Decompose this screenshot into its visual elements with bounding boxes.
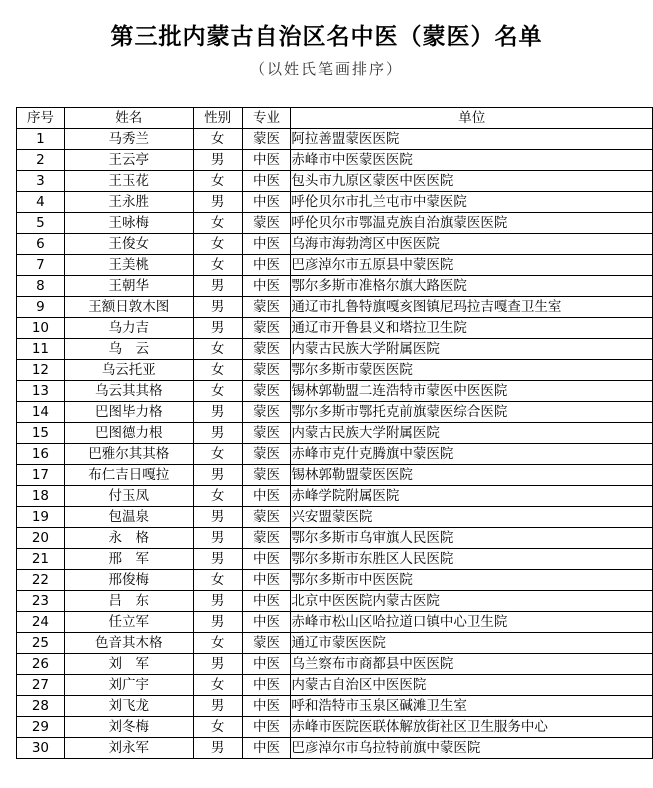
cell-name: 王永胜 — [64, 192, 193, 213]
cell-specialty: 蒙医 — [242, 444, 291, 465]
table-row — [17, 696, 653, 717]
table-row — [17, 192, 653, 213]
cell-unit: 阿拉善盟蒙医医院 — [291, 129, 653, 150]
cell-num: 11 — [17, 339, 65, 360]
cell-specialty: 中医 — [242, 276, 291, 297]
cell-unit: 锡林郭勒盟蒙医医院 — [291, 465, 653, 486]
cell-gender: 女 — [193, 381, 242, 402]
cell-num: 5 — [17, 213, 65, 234]
cell-unit: 呼和浩特市玉泉区碱滩卫生室 — [291, 696, 653, 717]
table-row — [17, 591, 653, 612]
header-unit: 单位 — [291, 108, 653, 129]
table-row — [17, 528, 653, 549]
table-row — [17, 129, 653, 150]
cell-num: 7 — [17, 255, 65, 276]
table-row — [17, 444, 653, 465]
cell-unit: 赤峰市克什克腾旗中蒙医院 — [291, 444, 653, 465]
cell-unit: 锡林郭勒盟二连浩特市蒙医中医医院 — [291, 381, 653, 402]
cell-num: 1 — [17, 129, 65, 150]
table-row — [17, 150, 653, 171]
cell-name: 巴雅尔其其格 — [64, 444, 193, 465]
cell-specialty: 蒙医 — [242, 318, 291, 339]
table-row — [17, 171, 653, 192]
cell-unit: 鄂尔多斯市蒙医医院 — [291, 360, 653, 381]
cell-name: 刘永军 — [64, 738, 193, 759]
cell-specialty: 中医 — [242, 171, 291, 192]
cell-specialty: 蒙医 — [242, 507, 291, 528]
cell-specialty: 中医 — [242, 150, 291, 171]
cell-specialty: 蒙医 — [242, 528, 291, 549]
cell-specialty: 蒙医 — [242, 297, 291, 318]
cell-unit: 赤峰学院附属医院 — [291, 486, 653, 507]
cell-unit: 通辽市扎鲁特旗嘎亥图镇尼玛拉吉嘎查卫生室 — [291, 297, 653, 318]
cell-unit: 赤峰市医院医联体解放街社区卫生服务中心 — [291, 717, 653, 738]
cell-name: 刘冬梅 — [64, 717, 193, 738]
cell-unit: 通辽市蒙医医院 — [291, 633, 653, 654]
cell-specialty: 中医 — [242, 570, 291, 591]
cell-specialty: 蒙医 — [242, 402, 291, 423]
cell-unit: 包头市九原区蒙医中医医院 — [291, 171, 653, 192]
cell-name: 布仁吉日嘎拉 — [64, 465, 193, 486]
cell-name: 付玉凤 — [64, 486, 193, 507]
cell-num: 17 — [17, 465, 65, 486]
cell-name: 乌 云 — [64, 339, 193, 360]
cell-name: 王朝华 — [64, 276, 193, 297]
cell-gender: 女 — [193, 255, 242, 276]
cell-num: 22 — [17, 570, 65, 591]
cell-unit: 内蒙古自治区中医医院 — [291, 675, 653, 696]
cell-gender: 女 — [193, 360, 242, 381]
cell-unit: 鄂尔多斯市鄂托克前旗蒙医综合医院 — [291, 402, 653, 423]
cell-num: 24 — [17, 612, 65, 633]
cell-name: 王美桃 — [64, 255, 193, 276]
cell-num: 19 — [17, 507, 65, 528]
cell-name: 永 格 — [64, 528, 193, 549]
cell-specialty: 蒙医 — [242, 423, 291, 444]
header-name: 姓名 — [64, 108, 193, 129]
cell-name: 色音其木格 — [64, 633, 193, 654]
cell-unit: 巴彦淖尔市乌拉特前旗中蒙医院 — [291, 738, 653, 759]
cell-gender: 男 — [193, 423, 242, 444]
cell-unit: 内蒙古民族大学附属医院 — [291, 423, 653, 444]
cell-num: 16 — [17, 444, 65, 465]
cell-num: 3 — [17, 171, 65, 192]
cell-name: 乌云托亚 — [64, 360, 193, 381]
table-row — [17, 654, 653, 675]
table-row — [17, 717, 653, 738]
cell-name: 王玉花 — [64, 171, 193, 192]
cell-name: 马秀兰 — [64, 129, 193, 150]
cell-num: 20 — [17, 528, 65, 549]
cell-name: 王额日敦木图 — [64, 297, 193, 318]
table-row — [17, 360, 653, 381]
cell-num: 12 — [17, 360, 65, 381]
cell-num: 21 — [17, 549, 65, 570]
cell-gender: 男 — [193, 465, 242, 486]
cell-gender: 男 — [193, 696, 242, 717]
cell-name: 王俊女 — [64, 234, 193, 255]
cell-specialty: 中医 — [242, 255, 291, 276]
cell-name: 刘飞龙 — [64, 696, 193, 717]
cell-specialty: 中医 — [242, 591, 291, 612]
cell-unit: 呼伦贝尔市扎兰屯市中蒙医院 — [291, 192, 653, 213]
cell-num: 28 — [17, 696, 65, 717]
cell-gender: 女 — [193, 339, 242, 360]
cell-name: 巴图德力根 — [64, 423, 193, 444]
cell-num: 9 — [17, 297, 65, 318]
table-row — [17, 297, 653, 318]
cell-gender: 女 — [193, 171, 242, 192]
cell-gender: 男 — [193, 297, 242, 318]
cell-gender: 男 — [193, 612, 242, 633]
cell-name: 邢俊梅 — [64, 570, 193, 591]
table-row — [17, 234, 653, 255]
cell-gender: 男 — [193, 507, 242, 528]
cell-gender: 男 — [193, 402, 242, 423]
cell-specialty: 蒙医 — [242, 213, 291, 234]
cell-specialty: 中医 — [242, 717, 291, 738]
header-gender: 性别 — [193, 108, 242, 129]
table-row — [17, 465, 653, 486]
cell-num: 8 — [17, 276, 65, 297]
document-subtitle: （以姓氏笔画排序） — [249, 60, 403, 78]
cell-unit: 鄂尔多斯市中医医院 — [291, 570, 653, 591]
cell-name: 任立军 — [64, 612, 193, 633]
cell-gender: 女 — [193, 486, 242, 507]
cell-unit: 鄂尔多斯市东胜区人民医院 — [291, 549, 653, 570]
cell-specialty: 蒙医 — [242, 633, 291, 654]
table-row — [17, 549, 653, 570]
cell-num: 26 — [17, 654, 65, 675]
table-body — [17, 129, 653, 759]
roster-table — [16, 107, 653, 759]
cell-name: 包温泉 — [64, 507, 193, 528]
table-row — [17, 612, 653, 633]
cell-unit: 北京中医医院内蒙古医院 — [291, 591, 653, 612]
cell-num: 13 — [17, 381, 65, 402]
cell-gender: 男 — [193, 192, 242, 213]
cell-num: 10 — [17, 318, 65, 339]
cell-specialty: 蒙医 — [242, 129, 291, 150]
cell-name: 王云亭 — [64, 150, 193, 171]
table-header-row — [17, 108, 653, 129]
cell-gender: 女 — [193, 675, 242, 696]
cell-gender: 女 — [193, 213, 242, 234]
cell-num: 4 — [17, 192, 65, 213]
cell-unit: 乌海市海勃湾区中医医院 — [291, 234, 653, 255]
document-title: 第三批内蒙古自治区名中医（蒙医）名单 — [110, 24, 543, 50]
table-row — [17, 213, 653, 234]
cell-specialty: 中医 — [242, 696, 291, 717]
cell-specialty: 蒙医 — [242, 339, 291, 360]
table-row — [17, 507, 653, 528]
table-row — [17, 381, 653, 402]
table-row — [17, 402, 653, 423]
cell-gender: 男 — [193, 549, 242, 570]
cell-unit: 通辽市开鲁县义和塔拉卫生院 — [291, 318, 653, 339]
cell-gender: 男 — [193, 150, 242, 171]
table-row — [17, 486, 653, 507]
cell-unit: 赤峰市中医蒙医医院 — [291, 150, 653, 171]
cell-unit: 呼伦贝尔市鄂温克族自治旗蒙医医院 — [291, 213, 653, 234]
table-row — [17, 423, 653, 444]
table-row — [17, 570, 653, 591]
cell-name: 刘 军 — [64, 654, 193, 675]
cell-num: 27 — [17, 675, 65, 696]
cell-specialty: 中医 — [242, 486, 291, 507]
cell-specialty: 蒙医 — [242, 465, 291, 486]
table-row — [17, 276, 653, 297]
cell-name: 乌力吉 — [64, 318, 193, 339]
cell-num: 15 — [17, 423, 65, 444]
cell-gender: 男 — [193, 738, 242, 759]
cell-specialty: 中医 — [242, 675, 291, 696]
cell-num: 25 — [17, 633, 65, 654]
table-row — [17, 255, 653, 276]
cell-num: 30 — [17, 738, 65, 759]
cell-specialty: 中医 — [242, 738, 291, 759]
cell-name: 刘广宇 — [64, 675, 193, 696]
cell-gender: 女 — [193, 717, 242, 738]
cell-num: 23 — [17, 591, 65, 612]
cell-unit: 巴彦淖尔市五原县中蒙医院 — [291, 255, 653, 276]
table-row — [17, 633, 653, 654]
cell-num: 14 — [17, 402, 65, 423]
cell-unit: 兴安盟蒙医院 — [291, 507, 653, 528]
cell-gender: 女 — [193, 444, 242, 465]
table-row — [17, 738, 653, 759]
cell-gender: 女 — [193, 633, 242, 654]
cell-gender: 女 — [193, 129, 242, 150]
cell-name: 邢 军 — [64, 549, 193, 570]
cell-unit: 乌兰察布市商都县中医医院 — [291, 654, 653, 675]
cell-gender: 男 — [193, 276, 242, 297]
cell-gender: 男 — [193, 591, 242, 612]
cell-specialty: 中医 — [242, 234, 291, 255]
cell-unit: 鄂尔多斯市乌审旗人民医院 — [291, 528, 653, 549]
cell-specialty: 中医 — [242, 192, 291, 213]
header-num: 序号 — [17, 108, 65, 129]
cell-name: 乌云其其格 — [64, 381, 193, 402]
table-row — [17, 339, 653, 360]
cell-gender: 男 — [193, 654, 242, 675]
cell-name: 吕 东 — [64, 591, 193, 612]
cell-name: 王咏梅 — [64, 213, 193, 234]
cell-specialty: 中医 — [242, 654, 291, 675]
cell-gender: 女 — [193, 570, 242, 591]
cell-num: 2 — [17, 150, 65, 171]
cell-gender: 男 — [193, 318, 242, 339]
cell-unit: 赤峰市松山区哈拉道口镇中心卫生院 — [291, 612, 653, 633]
cell-gender: 男 — [193, 528, 242, 549]
cell-name: 巴图毕力格 — [64, 402, 193, 423]
cell-gender: 女 — [193, 234, 242, 255]
cell-unit: 内蒙古民族大学附属医院 — [291, 339, 653, 360]
cell-num: 18 — [17, 486, 65, 507]
cell-specialty: 蒙医 — [242, 381, 291, 402]
cell-num: 6 — [17, 234, 65, 255]
table-row — [17, 675, 653, 696]
cell-specialty: 蒙医 — [242, 360, 291, 381]
cell-specialty: 中医 — [242, 549, 291, 570]
cell-num: 29 — [17, 717, 65, 738]
cell-unit: 鄂尔多斯市准格尔旗大路医院 — [291, 276, 653, 297]
header-specialty: 专业 — [242, 108, 291, 129]
table-row — [17, 318, 653, 339]
cell-specialty: 中医 — [242, 612, 291, 633]
